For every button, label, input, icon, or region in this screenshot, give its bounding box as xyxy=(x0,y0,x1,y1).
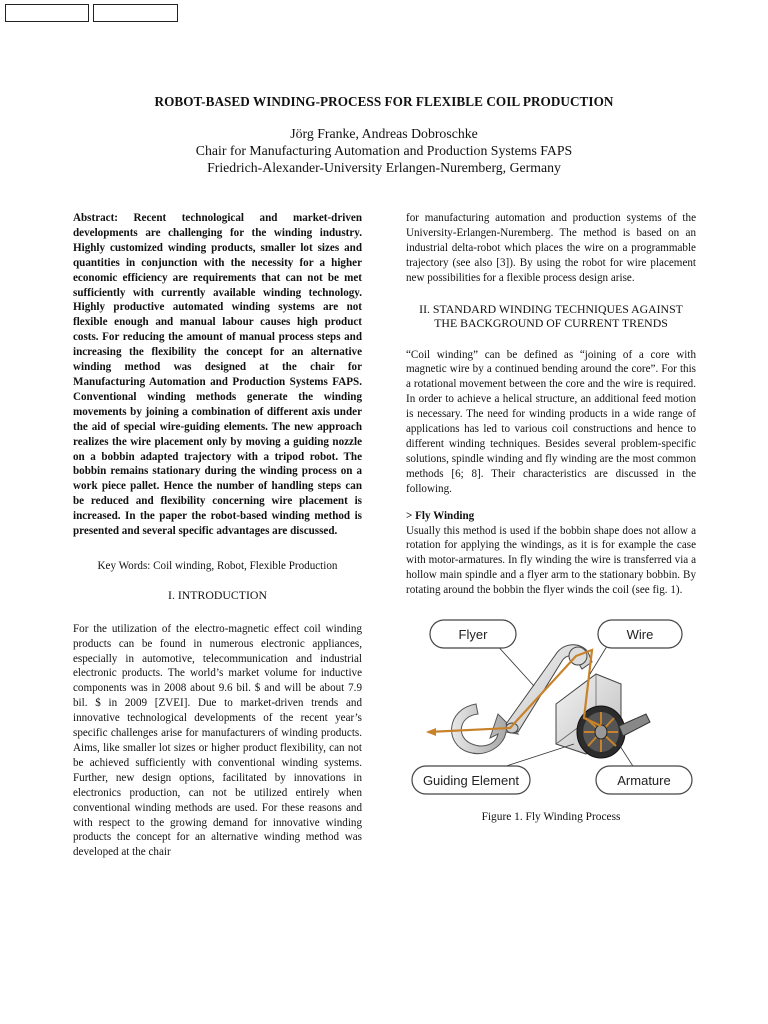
intro-continued-text: for manufacturing automation and production systems of the University-Erlangen-Nuremberg. The method is based on an industrial delta-robot which places the wire on a programmable trajectory (see also [3]). By using the robot for wire placement new possibilities for a flexible process design arise. xyxy=(406,212,696,284)
left-column xyxy=(73,211,362,860)
author-block xyxy=(0,125,768,176)
affiliation-university: Friedrich-Alexander-University Erlangen-Nuremberg, Germany xyxy=(207,160,561,175)
armature-shape xyxy=(577,706,650,758)
section-heading-introduction: I. INTRODUCTION xyxy=(168,587,267,602)
label-guiding-element-text: Guiding Element xyxy=(422,773,520,789)
header-box-right xyxy=(93,4,178,22)
section-heading-line2: THE BACKGROUND OF CURRENT TRENDS xyxy=(434,316,668,331)
affiliation-chair: Chair for Manufacturing Automation and Production Systems FAPS xyxy=(195,143,573,158)
figure-caption: Figure 1. Fly Winding Process xyxy=(481,811,621,824)
fly-winding-text: Usually this method is used if the bobbin shape does not allow a rotation for applying the windings, as it is for example the case with motor-armatures. In fly winding the wire is transferred via a hollow main spindle and a flyer arm to the stationary bobbin. By rotating around the bobbin the flyer winds the coil (see fig. 1). xyxy=(406,524,696,597)
label-flyer-text: Flyer xyxy=(458,627,488,643)
standard-winding-text: “Coil winding” can be defined as “joining of a core with magnetic wire by a continued bending around the core”. For this a rotational movement between the core and the wire is required. In order to achieve a helical structure, an additional feed motion is necessary. The need for winding products in a wide range of applications has led to various coil constructions and hence to different winding techniques. Besides several problem-specific solutions, spindle winding and fly winding are the most common methods [6; 8]. Their characteristics are discussed in the following. xyxy=(406,348,696,495)
introduction-text: For the utilization of the electro-magnetic effect coil winding products can be found in numerous electronic appliances, especially in automotive, telecommunication and industrial electronic products. The world’s market volume for inductive components was in 2008 about 9.6 bil. $ and will be about 7.9 bil. $ in 2009 [ZVEI]. Due to market-driven trends and innovative technological developments of the recent year’s specific challenges arise for manufacturers of winding products. Aims, like smaller lot sizes or higher product flexibility, can not be achieved sufficiently with conventional winding systems. Further, new design options, facilitated by innovations in electronics production, can not be utilized entirely when conventional winding methods are used. For these reasons and with respect to the growing demand for innovative winding products the concept for an alternative winding method was developed at the chair xyxy=(73,622,362,859)
fly-winding-subheading: > Fly Winding xyxy=(406,509,475,522)
figure-fly-winding xyxy=(406,614,696,804)
label-armature-text: Armature xyxy=(617,773,671,789)
fly-winding-illustration xyxy=(406,614,696,804)
paper-title: ROBOT-BASED WINDING-PROCESS FOR FLEXIBLE COIL PRODUCTION xyxy=(154,94,614,109)
keywords: Key Words: Coil winding, Robot, Flexible Production xyxy=(97,559,338,572)
label-wire-text: Wire xyxy=(626,627,654,643)
authors: Jörg Franke, Andreas Dobroschke xyxy=(290,126,478,141)
right-column xyxy=(406,211,696,825)
section-heading-line1: II. STANDARD WINDING TECHNIQUES AGAINST xyxy=(419,301,683,316)
header-box-left xyxy=(5,4,89,22)
abstract: Abstract: Recent technological and market-driven developments are challenging for the winding industry. Highly customized winding products, smaller lot sizes and quantities in conjunction with the necessity for a higher economic efficiency are requirements that can not be met sufficiently with currently available winding technology. Highly productive automated winding systems are not flexible enough and manual labour causes high product costs. For reducing the amount of manual process steps and increasing the flexibility the concept for an alternative winding method was designed at the chair for Manufacturing Automation and Production Systems FAPS. Conventional winding methods generate the winding movements by joining a combination of different axis under the aid of special wire-guiding elements. The new approach realizes the wire placement only by moving a guiding nozzle on a bobbin adapted trajectory with a tripod robot. The bobbin remains stationary during the winding process on a work piece pallet. Hence the number of handling steps can be reduced and flexibility concerning wire placement is increased. In the paper the robot-based winding method is presented and several specific advantages are discussed. xyxy=(73,212,362,538)
section-heading-standard-winding xyxy=(406,302,696,331)
